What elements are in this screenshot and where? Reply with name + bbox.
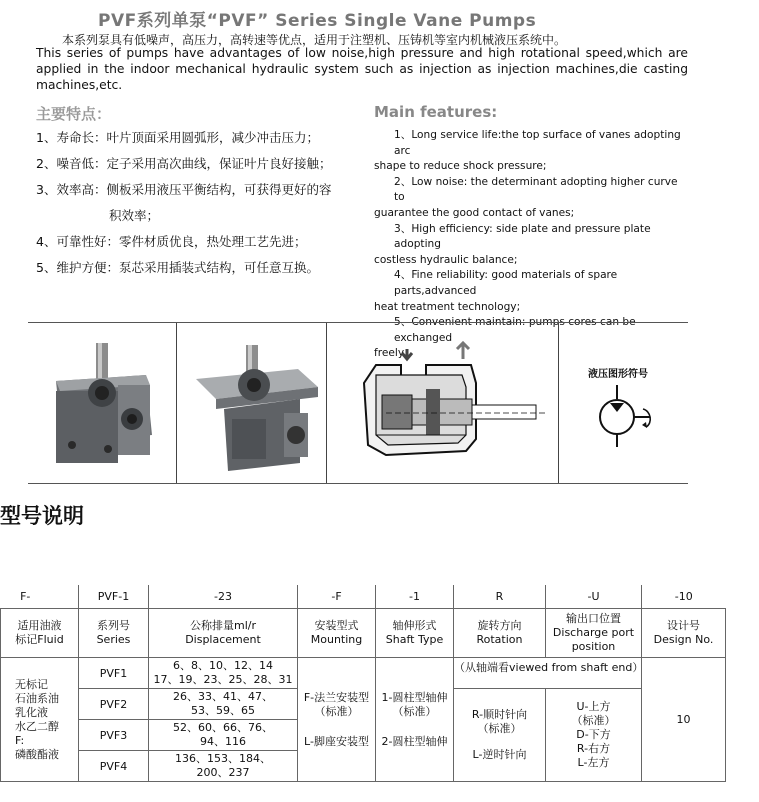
header-rotation-cn: 旋转方向: [477, 619, 522, 632]
feature-en-2-cont: guarantee the good contact of vanes;: [374, 206, 575, 219]
displacement-line: 17、19、23、25、28、31: [153, 673, 293, 686]
header-discharge-en: Discharge port: [552, 626, 635, 639]
code-fluid: F-: [1, 585, 79, 609]
code-series: PVF-1: [79, 585, 149, 609]
pump-photo-front: [28, 323, 177, 483]
features-list-cn: [36, 128, 366, 284]
series-cell: PVF3: [79, 720, 149, 751]
series-cell: PVF4: [79, 751, 149, 782]
series-cell: PVF1: [79, 658, 149, 689]
mounting-foot: L-脚座安装型: [304, 734, 369, 748]
header-shaft-en: Shaft Type: [385, 633, 444, 646]
feature-cn-5: 5、维护方便：泵芯采用插装式结构，可任意互换。: [36, 260, 319, 275]
header-mounting-en: Mounting: [310, 633, 363, 646]
view-note: （从轴端看viewed from shaft end）: [454, 658, 642, 689]
displacement-cell: [149, 751, 298, 782]
table-row: [1, 658, 726, 689]
rotation-options: [454, 689, 546, 782]
fluid-line: F:: [15, 733, 25, 747]
code-displacement: -23: [149, 585, 298, 609]
header-shaft: [376, 609, 454, 658]
code-design: -10: [674, 590, 693, 603]
header-discharge-en-2: position: [571, 640, 616, 653]
displacement-line: 200、237: [196, 766, 250, 779]
model-code-table: [0, 585, 726, 782]
displacement-line: 136、153、184、: [175, 752, 271, 765]
pump-photo-side-image: [176, 323, 326, 483]
header-mounting: [298, 609, 376, 658]
discharge-up: U-上方: [576, 700, 611, 713]
intro-english: This series of pumps have advantages of low noise,high pressure and high rotational speed,which are applied in the indoor mechanical hydraulic system such as injection as injection machines,die casting machines,etc.: [36, 46, 688, 92]
discharge-down: D-下方: [576, 728, 611, 741]
hydraulic-symbol-panel: [558, 323, 688, 483]
feature-cn-4: 4、可靠性好：零件材质优良，热处理工艺先进；: [36, 234, 307, 249]
displacement-cell: [149, 658, 298, 689]
figure-strip: [28, 322, 688, 484]
header-rotation: [454, 609, 546, 658]
fluid-line: 无标记: [15, 677, 48, 691]
header-fluid-cn: 适用油液: [17, 619, 62, 632]
header-shaft-cn: 轴伸形式: [392, 619, 437, 632]
rotation-standard: （标准）: [477, 722, 522, 735]
features-heading-en: Main features:: [374, 103, 498, 121]
model-designation-title: 型号说明: [0, 503, 84, 528]
feature-en-4-cont: heat treatment technology;: [374, 300, 521, 313]
shaft-type-2: 2-圆柱型轴伸: [381, 734, 448, 748]
spacer: [376, 719, 453, 735]
feature-en-3: 3、High efficiency: side plate and pressure plate adopting: [394, 222, 651, 251]
displacement-cell: [149, 720, 298, 751]
shaft-standard: （标准）: [392, 704, 437, 718]
feature-en-4: 4、Fine reliability: good materials of spare parts,advanced: [394, 269, 618, 297]
header-series-cn: 系列号: [97, 619, 130, 632]
cross-section-drawing: [326, 323, 558, 483]
displacement-line: 6、8、10、12、14: [173, 659, 273, 672]
displacement-line: 52、60、66、76、: [173, 721, 273, 734]
feature-cn-3-cont: 积效率；: [109, 208, 160, 223]
mounting-flange: F-法兰安装型: [303, 690, 370, 704]
header-row: [1, 609, 726, 658]
discharge-right: R-右方: [576, 742, 611, 755]
header-fluid-en: 标记Fluid: [15, 633, 64, 646]
header-discharge: [546, 609, 642, 658]
header-rotation-en: Rotation: [476, 633, 523, 646]
intro-chinese: 本系列泵具有低噪声，高压力，高转速等优点，适用于注塑机、压铸机等室内机械液压系统中。: [62, 33, 567, 47]
feature-cn-1: 1、寿命长：叶片顶面采用圆弧形，减少冲击压力；: [36, 130, 319, 145]
displacement-line: 53、59、65: [191, 704, 255, 717]
header-displacement: [149, 609, 298, 658]
feature-en-2: 2、Low noise: the determinant adopting higher curve to: [394, 175, 678, 204]
header-series: [79, 609, 149, 658]
header-design: [642, 609, 726, 658]
code-row: [1, 585, 726, 609]
discharge-options: [546, 689, 642, 782]
header-fluid: [1, 609, 79, 658]
discharge-left: L-左方: [577, 756, 610, 769]
fluid-line: 乳化液: [15, 705, 48, 719]
feature-en-1: 1、Long service life:the top surface of vanes adopting arc: [394, 129, 681, 157]
feature-en-5: 5、Convenient maintain: pumps cores can be exchanged: [394, 316, 636, 344]
hydraulic-symbol-label: 液压图形符号: [588, 369, 648, 380]
page-title: PVF系列单泵“PVF” Series Single Vane Pumps: [98, 11, 537, 31]
design-number: 10: [642, 658, 726, 782]
shaft-type-1: 1-圆柱型轴伸: [381, 690, 448, 704]
feature-en-5-cont: freely。: [374, 347, 415, 360]
rotation-clockwise: R-顺时针向: [471, 708, 528, 721]
feature-en-3-cont: costless hydraulic balance;: [374, 253, 518, 266]
mounting-options: [298, 658, 376, 782]
pump-cross-section: [326, 323, 559, 483]
header-discharge-cn: 输出口位置: [566, 612, 621, 625]
shaft-options: [376, 658, 454, 782]
pump-photo-side: [176, 323, 327, 483]
feature-cn-3: 3、效率高：侧板采用液压平衡结构，可获得更好的容: [36, 182, 332, 197]
hydraulic-symbol: [558, 323, 688, 483]
displacement-cell: [149, 689, 298, 720]
fluid-options: [1, 658, 79, 782]
pump-photo-front-image: [28, 323, 176, 483]
code-rotation: R: [454, 585, 546, 609]
series-cell: PVF2: [79, 689, 149, 720]
spacer: [454, 736, 545, 748]
displacement-line: 94、116: [200, 735, 246, 748]
header-design-en: Design No.: [653, 633, 714, 646]
spacer: [298, 719, 375, 735]
header-mounting-cn: 安装型式: [314, 619, 359, 632]
fluid-line: 水乙二醇: [15, 719, 59, 733]
discharge-standard: （标准）: [571, 714, 616, 727]
displacement-line: 26、33、41、47、: [173, 690, 273, 703]
code-discharge: -U: [546, 585, 642, 609]
header-displacement-en: Displacement: [185, 633, 261, 646]
header-design-cn: 设计号: [667, 619, 700, 632]
feature-en-1-cont: shape to reduce shock pressure;: [374, 160, 547, 173]
fluid-line: 磷酸酯液: [15, 747, 59, 761]
fluid-line: 石油系油: [15, 691, 59, 705]
code-mounting: -F: [298, 585, 376, 609]
header-displacement-cn: 公称排量ml/r: [190, 619, 256, 632]
features-heading-cn: 主要特点：: [36, 105, 112, 123]
rotation-counter: L-逆时针向: [472, 748, 527, 761]
feature-cn-2: 2、噪音低：定子采用高次曲线，保证叶片良好接触；: [36, 156, 332, 171]
mounting-standard: （标准）: [314, 704, 359, 718]
header-series-en: Series: [96, 633, 131, 646]
code-shaft: -1: [376, 585, 454, 609]
